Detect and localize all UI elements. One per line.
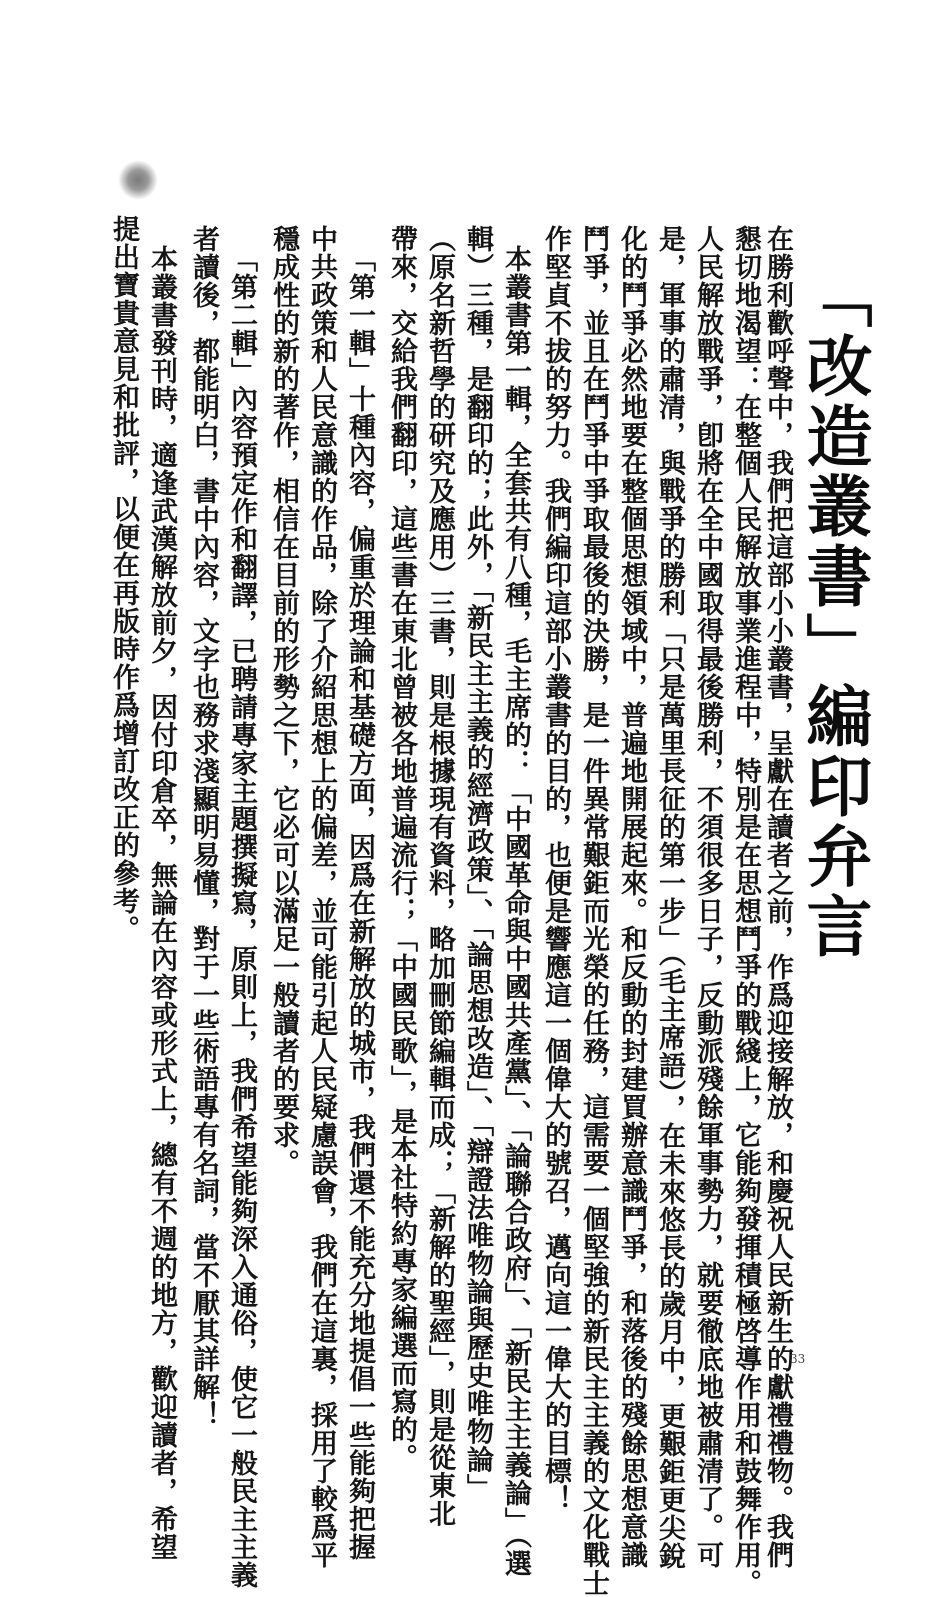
text-column-11: 帶來，交給我們翻印，這些書在東北曾被各地普遍流行；「中國民歌」，是本社特約專家編選而寫的。 (386, 225, 417, 1472)
text-column-10: （原名新哲學的研究及應用）三書，則是根據現有資料，略加刪節編輯而成；「新解的聖經」，則是從東北 (424, 225, 455, 1528)
text-column-3: 人民解放戰爭，卽將在全中國取得最後勝利，不須很多日子，反動派殘餘軍事勢力，就要徹底地被肅清了。可 (692, 225, 723, 1569)
text-column-6: 鬥爭，並且在鬥爭中爭取最後的決勝，是一件異常艱鉅而光榮的任務，這需要一個堅強的新民主主義的文化戰士 (578, 225, 609, 1597)
text-column-9: 輯）三種，是翻印的；此外，「新民主主義的經濟政策」、「論思想改造」、「辯證法唯物論與歷史唯物論」 (462, 225, 493, 1502)
text-column-17: 本叢書發刊時，適逢武漢解放前夕，因付印倉卒，無論在內容或形式上，總有不週的地方，歡迎讀者，希望 (146, 245, 177, 1561)
text-column-1: 在勝利歡呼聲中，我們把這部小小叢書，呈獻在讀者之前，作爲迎接解放，和慶祝人民新生的獻禮禮物。我們 (762, 225, 793, 1569)
text-column-16: 者讀後，都能明白，書中內容，文字也務求淺顯明易懂，對于一些術語專有名詞，當不厭其詳解！ (188, 225, 219, 1429)
page-number: 33 (790, 1352, 806, 1366)
text-column-8: 本叢書第一輯，全套共有八種，毛主席的：「中國革命與中國共產黨」、「論聯合政府」、「新民主主義論」（選 (500, 245, 531, 1578)
text-column-18: 提出寶貴意見和批評，以便在再版時作爲增訂改正的參考。 (108, 215, 139, 943)
ink-smudge (118, 160, 158, 200)
text-column-7: 作堅貞不拔的努力。我們編印這部小叢書的目的，也便是響應這一個偉大的號召，邁向這一偉大的目標！ (540, 225, 571, 1513)
text-column-15: 「第二輯」內容預定作和翻譯，已聘請專家主題撰擬寫，原則上，我們希望能夠深入通俗，使它一般民主主義 (226, 245, 257, 1589)
text-column-13: 中共政策和人民意識的作品，除了介紹思想上的偏差，並可能引起人民疑慮誤會，我們在這裏，採用了較爲平 (306, 225, 337, 1569)
text-column-2: 懇切地渴望：在整個人民解放事業進程中，特別是在思想鬥爭的戰綫上，它能夠發揮積極啓導作用和鼓舞作用。 (730, 225, 761, 1597)
page-title: 「改造叢書」編印弁言 (795, 262, 873, 962)
text-column-14: 穩成性的新的著作，相信在目前的形勢之下，它必可以滿足一般讀者的要求。 (268, 225, 299, 1177)
text-column-5: 化的鬥爭必然地要在整個思想領域中，普遍地開展起來。和反動的封建買辦意識鬥爭，和落後的殘餘思想意識 (616, 225, 647, 1569)
text-column-12: 「第一輯」十種內容，偏重於理論和基礎方面，因爲在新解放的城市，我們還不能充分地提倡一些能夠把握 (344, 245, 375, 1561)
text-column-4: 是，軍事的肅清，與戰爭的勝利「只是萬里長征的第一步」（毛主席語），在未來悠長的歲月中，更艱鉅更尖銳 (654, 225, 685, 1570)
